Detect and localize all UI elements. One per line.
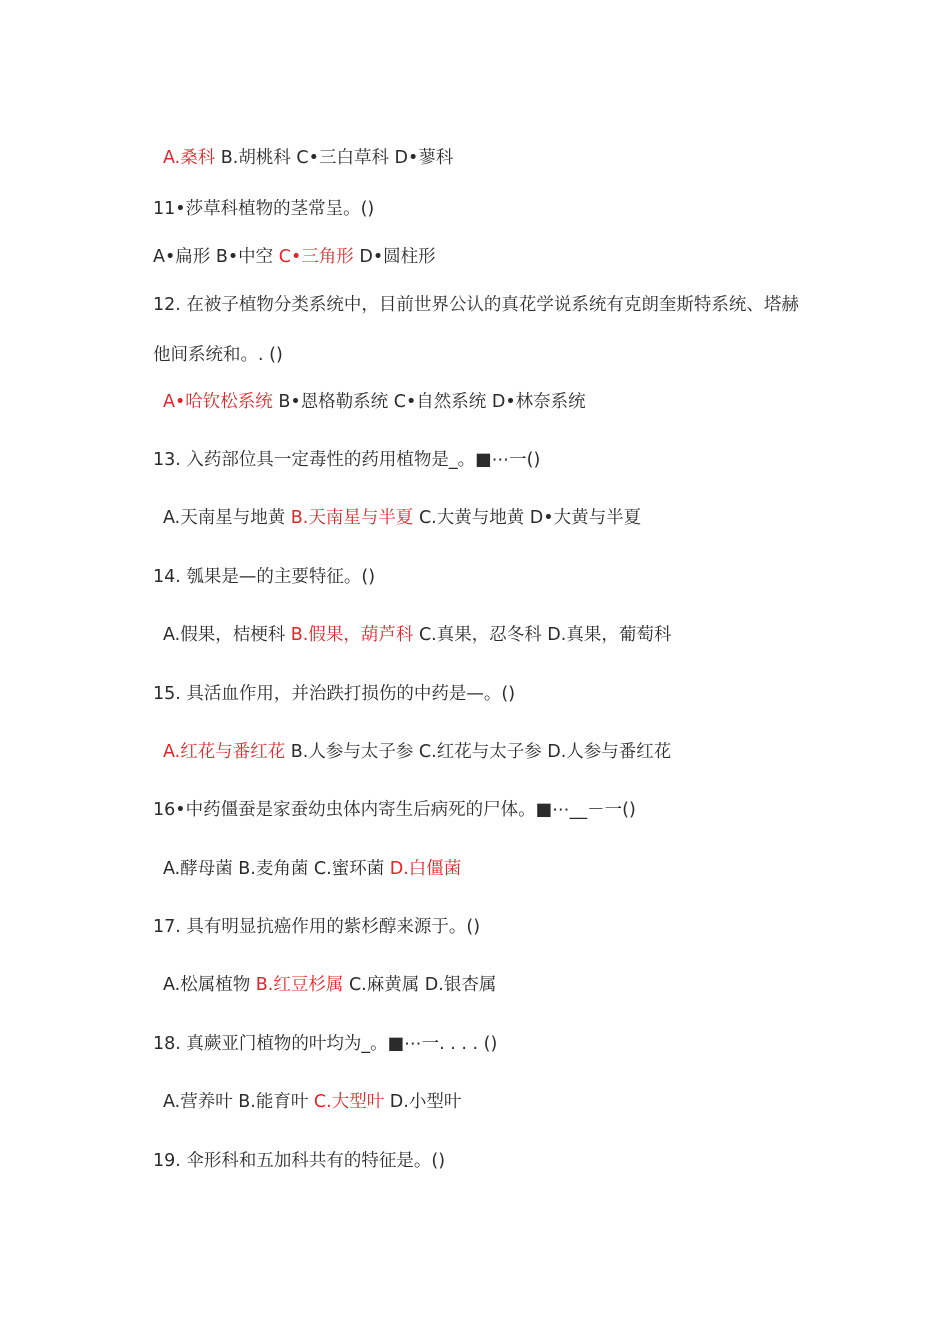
q13-stem: 13. 入药部位具一定毒性的药用植物是_。■⋯一() <box>153 450 541 470</box>
q13-option-b-answer: B.天南星与半夏 <box>290 508 414 528</box>
q15-options <box>163 744 671 762</box>
q14-option-cd: C.真果，忍冬科 D.真果，葡萄科 <box>413 625 672 645</box>
q11-option-ab: A•扁形 B•中空 <box>153 247 279 267</box>
q14-options <box>163 627 671 645</box>
q14-stem: 14. 瓠果是—的主要特征。() <box>153 567 376 587</box>
q17-option-cd: C.麻黄属 D.银杏属 <box>343 975 497 995</box>
q11-stem: 11•莎草科植物的茎常呈。() <box>153 199 375 219</box>
q13-option-a: A.天南星与地黄 <box>163 508 291 528</box>
q16-option-d-answer: D.白僵菌 <box>389 859 462 879</box>
q18-stem: 18. 真蕨亚门植物的叶均为_。■⋯一. . . . () <box>153 1034 498 1054</box>
q11-options <box>153 249 436 267</box>
q12-stem-line2: 他间系统和。. () <box>153 345 283 365</box>
q13-option-cd: C.大黄与地黄 D•大黄与半夏 <box>413 508 642 528</box>
q17-options <box>163 977 496 995</box>
q18-option-c-answer: C.大型叶 <box>313 1092 385 1112</box>
q15-option-a-answer: A.红花与番红花 <box>163 742 286 762</box>
q11-option-c-answer: C•三角形 <box>278 247 354 267</box>
q11-option-d: D•圆柱形 <box>353 247 436 267</box>
q10-option-a-answer: A.桑科 <box>163 148 216 168</box>
q12-option-rest: B•恩格勒系统 C•自然系统 D•林奈系统 <box>272 392 586 412</box>
q18-option-d: D.小型叶 <box>384 1092 462 1112</box>
q18-option-ab: A.营养叶 B.能育叶 <box>163 1092 314 1112</box>
q14-option-b-answer: B.假果，葫芦科 <box>290 625 414 645</box>
q19-stem: 19. 伞形科和五加科共有的特征是。() <box>153 1151 446 1171</box>
q10-options <box>163 150 453 168</box>
q14-option-a: A.假果，桔梗科 <box>163 625 291 645</box>
q15-option-rest: B.人参与太子参 C.红花与太子参 D.人参与番红花 <box>285 742 672 762</box>
q13-options <box>163 510 641 528</box>
q17-option-b-answer: B.红豆杉属 <box>255 975 344 995</box>
q17-option-a: A.松属植物 <box>163 975 256 995</box>
q17-stem: 17. 具有明显抗癌作用的紫杉醇来源于。() <box>153 917 481 937</box>
q16-options <box>163 861 461 879</box>
q12-option-a-answer: A•哈钦松系统 <box>163 392 273 412</box>
q16-option-abc: A.酵母菌 B.麦角菌 C.蜜环菌 <box>163 859 390 879</box>
q12-options <box>163 394 586 412</box>
q10-option-rest: B.胡桃科 C•三白草科 D•蓼科 <box>215 148 454 168</box>
q15-stem: 15. 具活血作用，并治跌打损伤的中药是—。() <box>153 684 516 704</box>
q16-stem: 16•中药僵蚕是家蚕幼虫体内寄生后病死的尸体。■⋯__－一() <box>153 800 636 820</box>
q18-options <box>163 1094 461 1112</box>
q12-stem-line1: 12. 在被子植物分类系统中，目前世界公认的真花学说系统有克朗奎斯特系统、塔赫 <box>153 295 799 315</box>
